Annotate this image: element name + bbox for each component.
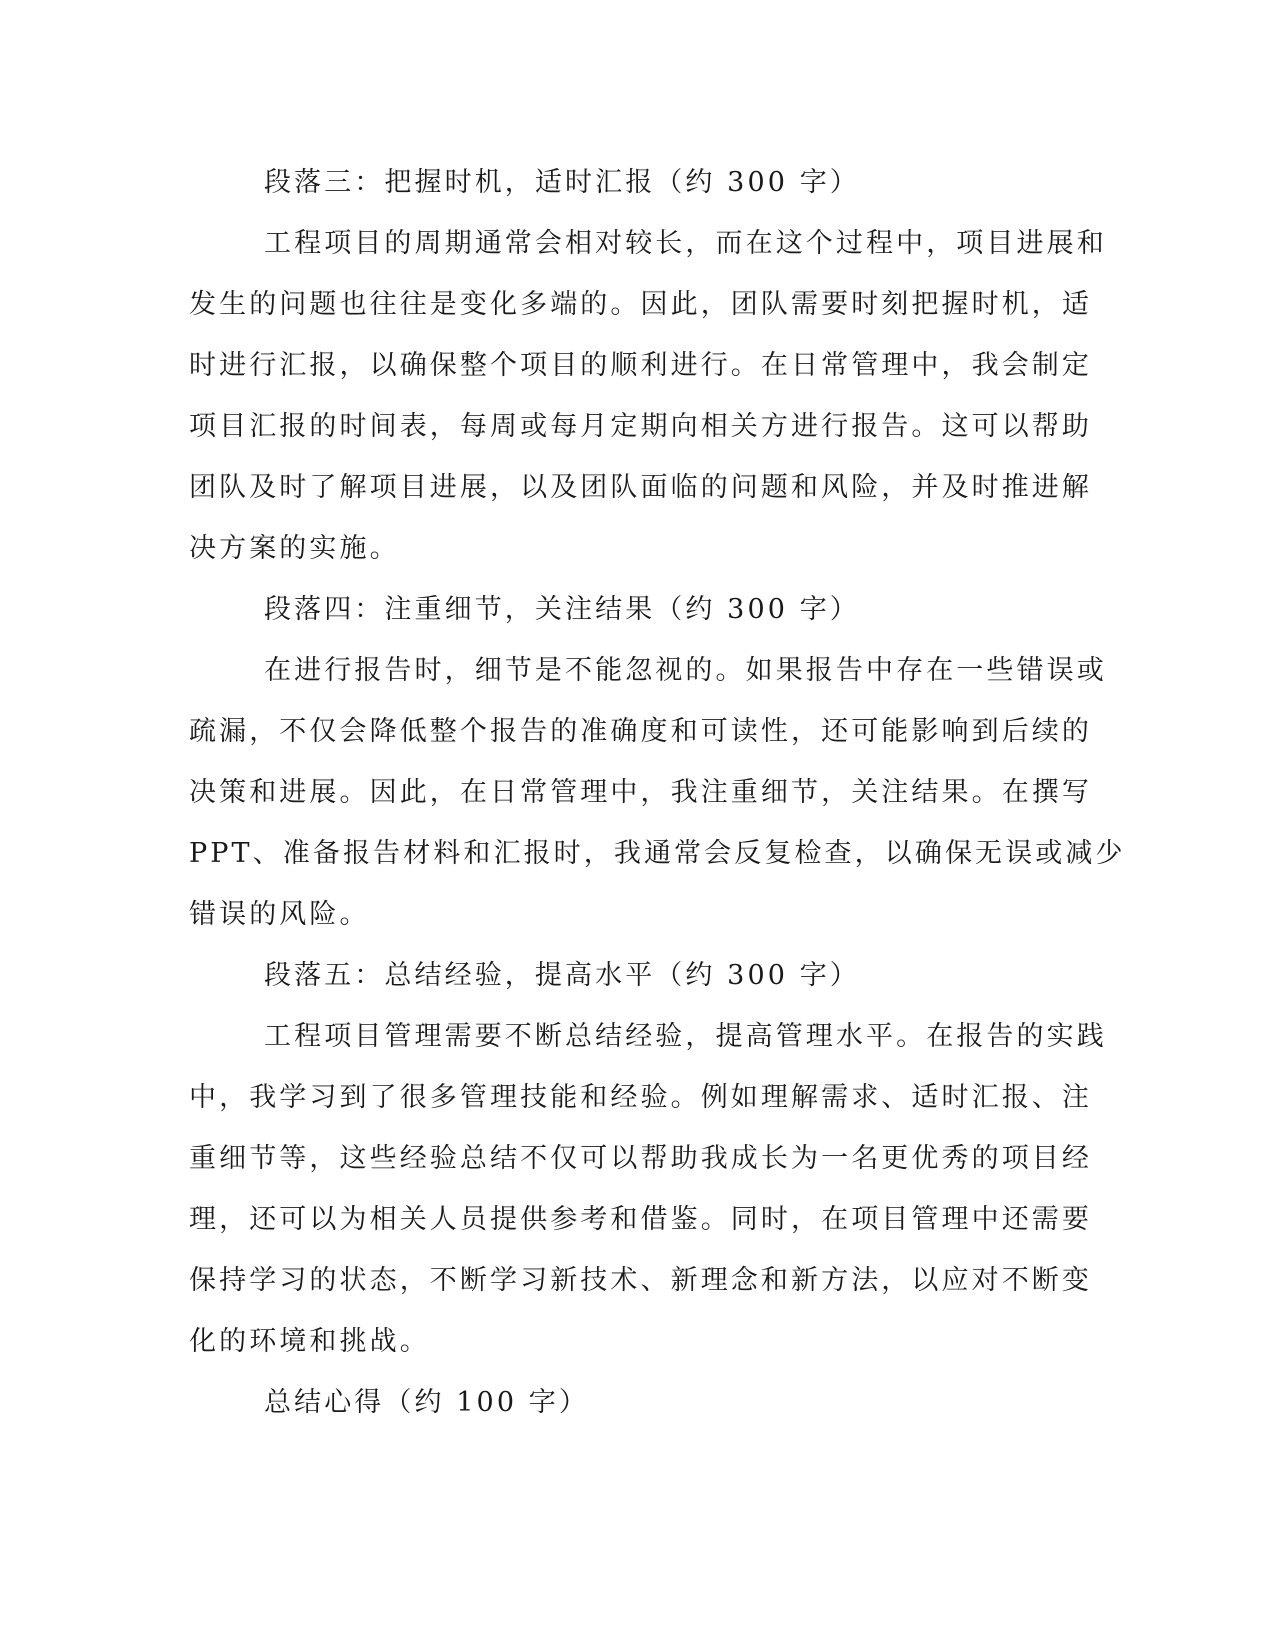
body-text-line: 发生的问题也往往是变化多端的。因此，团队需要时刻把握时机，适 [189,289,1092,320]
body-text-line: 时进行汇报，以确保整个项目的顺利进行。在日常管理中，我会制定 [189,350,1092,381]
body-text-line: 化的环境和挑战。 [189,1326,430,1357]
body-text-line: 保持学习的状态，不断学习新技术、新理念和新方法，以应对不断变 [189,1265,1092,1296]
body-text-line: 疏漏，不仅会降低整个报告的准确度和可读性，还可能影响到后续的 [189,716,1092,747]
body-text-line: 项目汇报的时间表，每周或每月定期向相关方进行报告。这可以帮助 [189,411,1092,442]
body-text-line: 在进行报告时，细节是不能忽视的。如果报告中存在一些错误或 [264,655,1107,686]
body-text-line: PPT、准备报告材料和汇报时，我通常会反复检查，以确保无误或减少 [189,838,1126,869]
heading-paragraph-five: 段落五：总结经验，提高水平（约 300 字） [264,960,860,991]
body-text-line: 中，我学习到了很多管理技能和经验。例如理解需求、适时汇报、注 [189,1082,1092,1113]
body-text-line: 理，还可以为相关人员提供参考和借鉴。同时，在项目管理中还需要 [189,1204,1092,1235]
body-text-line: 决方案的实施。 [189,533,400,564]
body-text-line: 决策和进展。因此，在日常管理中，我注重细节，关注结果。在撰写 [189,777,1092,808]
body-text-line: 工程项目的周期通常会相对较长，而在这个过程中，项目进展和 [264,228,1107,259]
heading-summary: 总结心得（约 100 字） [264,1387,589,1418]
body-text-line: 重细节等，这些经验总结不仅可以帮助我成长为一名更优秀的项目经 [189,1143,1092,1174]
heading-paragraph-four: 段落四：注重细节，关注结果（约 300 字） [264,594,860,625]
body-text-line: 团队及时了解项目进展，以及团队面临的问题和风险，并及时推进解 [189,472,1092,503]
heading-paragraph-three: 段落三：把握时机，适时汇报（约 300 字） [264,167,860,198]
body-text-line: 工程项目管理需要不断总结经验，提高管理水平。在报告的实践 [264,1021,1107,1052]
body-text-line: 错误的风险。 [189,899,370,930]
